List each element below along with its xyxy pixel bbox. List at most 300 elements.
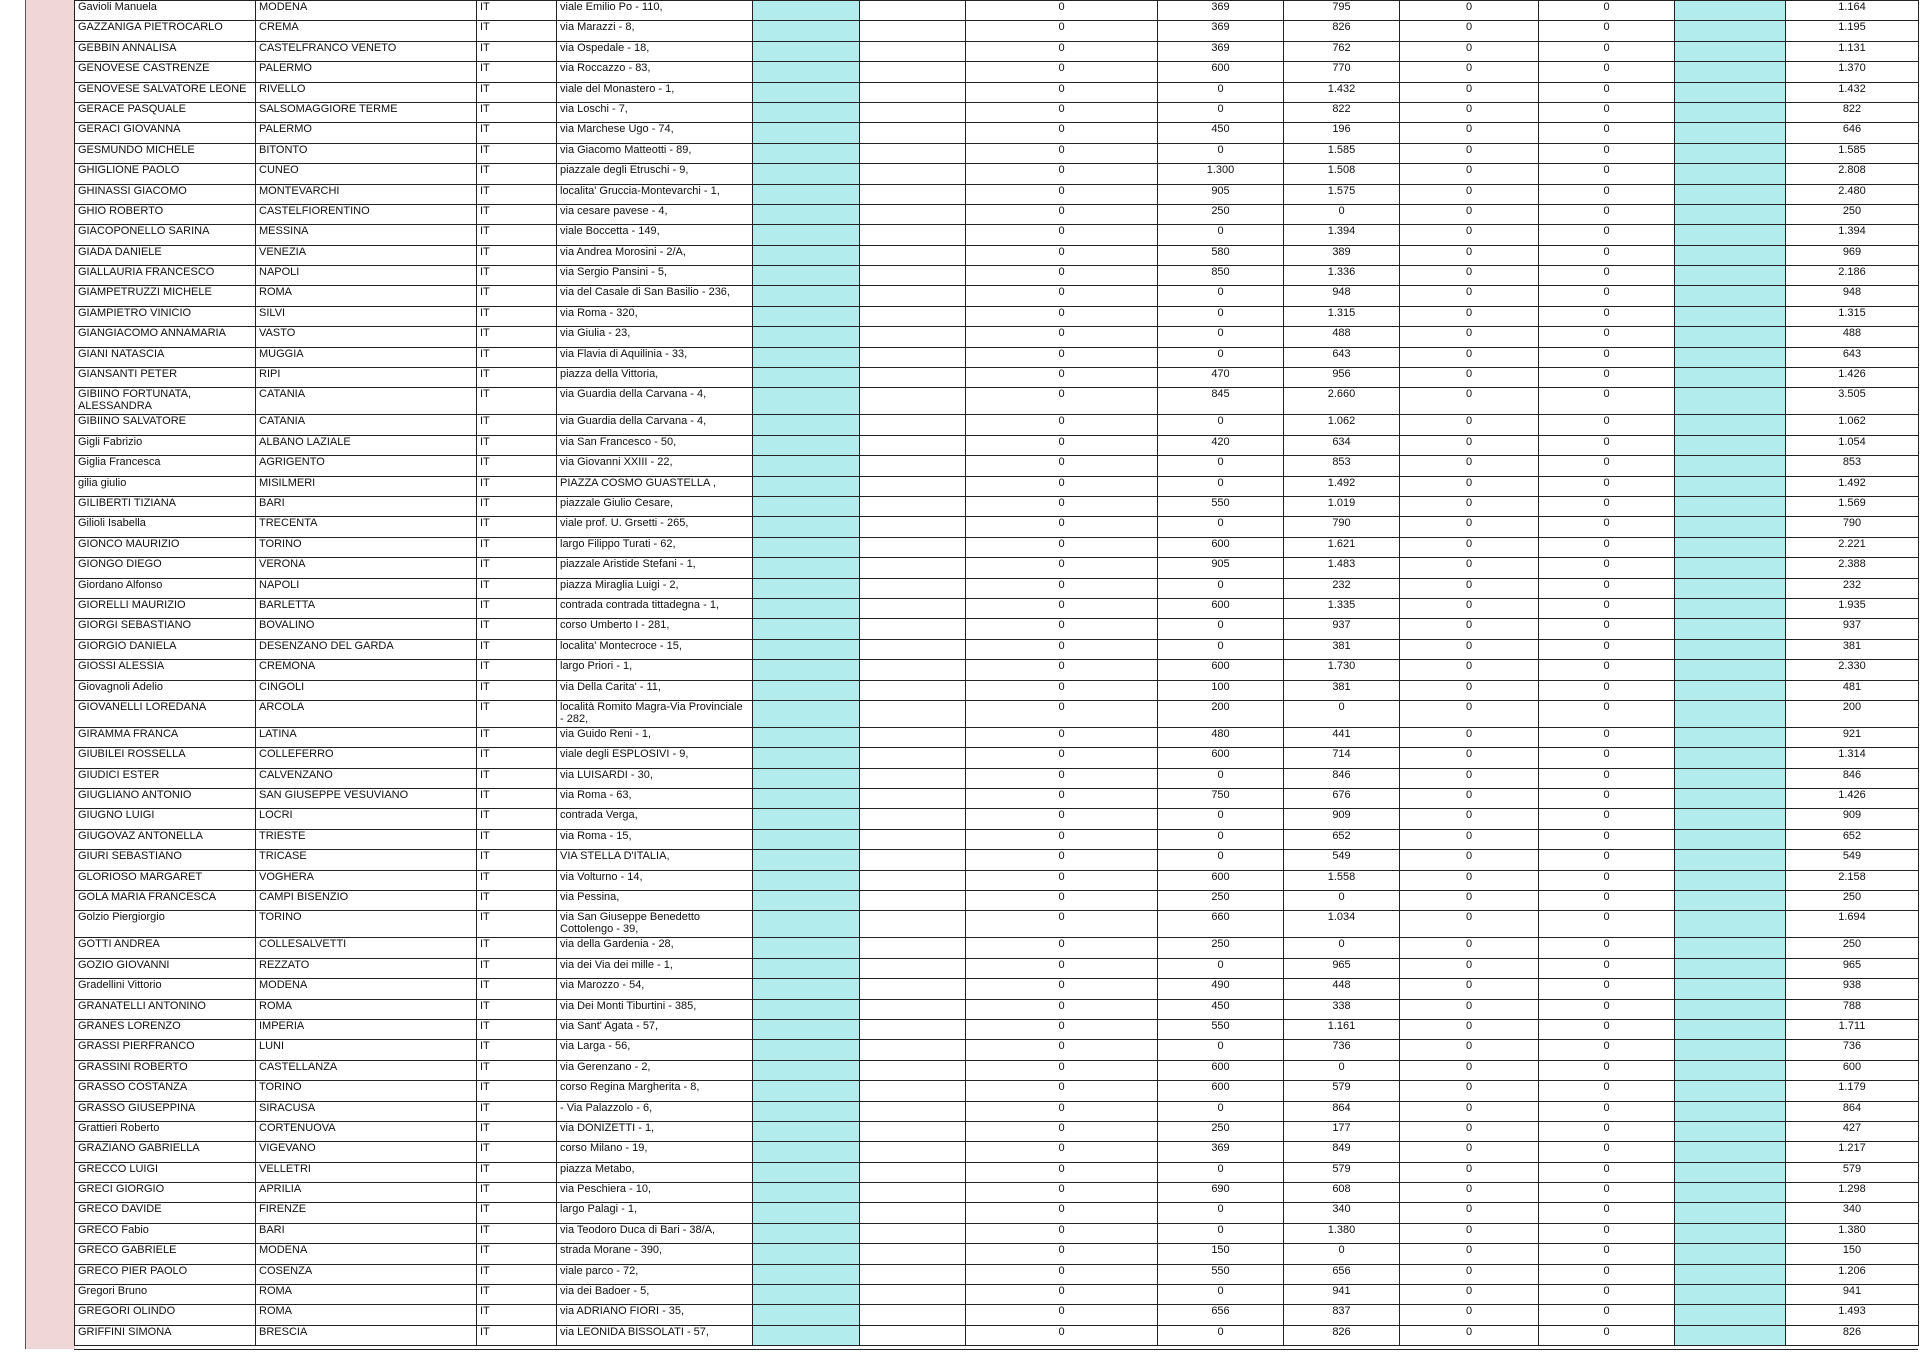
cell-value-2: 0 bbox=[1158, 809, 1284, 829]
cell-value-3: 579 bbox=[1284, 1162, 1400, 1182]
cell-address: via Guardia della Carvana - 4, bbox=[557, 415, 753, 435]
cell-total: 1.131 bbox=[1786, 41, 1919, 61]
table-row bbox=[75, 327, 1919, 347]
cell-value-3: 822 bbox=[1284, 102, 1400, 122]
cell-city: LUNI bbox=[256, 1040, 477, 1060]
cell-total: 381 bbox=[1786, 639, 1919, 659]
cell-value-2: 1.300 bbox=[1158, 164, 1284, 184]
table-row bbox=[75, 891, 1919, 911]
cell-empty-cyan bbox=[1675, 245, 1786, 265]
cell-empty bbox=[860, 1305, 966, 1325]
cell-value-3: 1.730 bbox=[1284, 660, 1400, 680]
cell-country: IT bbox=[477, 999, 557, 1019]
cell-value-1: 0 bbox=[966, 204, 1158, 224]
cell-value-2: 369 bbox=[1158, 1, 1284, 21]
cell-value-1: 0 bbox=[966, 347, 1158, 367]
cell-value-5: 0 bbox=[1539, 1019, 1675, 1039]
cell-address: località Romito Magra-Via Provinciale - 282, bbox=[557, 700, 753, 727]
cell-value-3: 2.660 bbox=[1284, 388, 1400, 415]
cell-total: 643 bbox=[1786, 347, 1919, 367]
cell-empty-cyan bbox=[753, 911, 860, 938]
cell-empty-cyan bbox=[753, 435, 860, 455]
cell-empty-cyan bbox=[1675, 388, 1786, 415]
cell-total: 200 bbox=[1786, 700, 1919, 727]
cell-city: MODENA bbox=[256, 1244, 477, 1264]
cell-total: 853 bbox=[1786, 456, 1919, 476]
cell-empty bbox=[860, 1142, 966, 1162]
cell-city: CREMA bbox=[256, 21, 477, 41]
cell-value-3: 1.432 bbox=[1284, 82, 1400, 102]
table-body bbox=[75, 1, 1919, 1346]
cell-value-1: 0 bbox=[966, 999, 1158, 1019]
cell-name: GRASSO GIUSEPPINA bbox=[75, 1101, 256, 1121]
cell-address: via San Francesco - 50, bbox=[557, 435, 753, 455]
cell-name: GRECO PIER PAOLO bbox=[75, 1264, 256, 1284]
cell-country: IT bbox=[477, 102, 557, 122]
cell-value-1: 0 bbox=[966, 266, 1158, 286]
cell-value-1: 0 bbox=[966, 1285, 1158, 1305]
cell-value-4: 0 bbox=[1400, 979, 1539, 999]
cell-value-1: 0 bbox=[966, 639, 1158, 659]
cell-empty-cyan bbox=[753, 789, 860, 809]
cell-total: 909 bbox=[1786, 809, 1919, 829]
cell-empty-cyan bbox=[753, 727, 860, 747]
cell-total: 646 bbox=[1786, 123, 1919, 143]
cell-address: piazza della Vittoria, bbox=[557, 368, 753, 388]
table-row bbox=[75, 537, 1919, 557]
cell-value-4: 0 bbox=[1400, 911, 1539, 938]
cell-value-4: 0 bbox=[1400, 938, 1539, 958]
cell-value-1: 0 bbox=[966, 748, 1158, 768]
cell-value-5: 0 bbox=[1539, 1121, 1675, 1141]
cell-city: BITONTO bbox=[256, 143, 477, 163]
cell-value-1: 0 bbox=[966, 809, 1158, 829]
cell-name: GIORELLI MAURIZIO bbox=[75, 598, 256, 618]
cell-value-2: 0 bbox=[1158, 958, 1284, 978]
table-row bbox=[75, 619, 1919, 639]
cell-name: GIUDICI ESTER bbox=[75, 768, 256, 788]
cell-value-3: 795 bbox=[1284, 1, 1400, 21]
cell-name: Gradellini Vittorio bbox=[75, 979, 256, 999]
cell-value-2: 250 bbox=[1158, 1121, 1284, 1141]
cell-name: GRIFFINI SIMONA bbox=[75, 1325, 256, 1345]
cell-empty-cyan bbox=[1675, 1101, 1786, 1121]
cell-city: TRICASE bbox=[256, 850, 477, 870]
table-row bbox=[75, 911, 1919, 938]
cell-empty-cyan bbox=[753, 768, 860, 788]
cell-total: 1.054 bbox=[1786, 435, 1919, 455]
cell-value-4: 0 bbox=[1400, 1223, 1539, 1243]
cell-empty-cyan bbox=[1675, 639, 1786, 659]
cell-empty-cyan bbox=[1675, 1203, 1786, 1223]
cell-total: 822 bbox=[1786, 102, 1919, 122]
cell-name: GIONGO DIEGO bbox=[75, 558, 256, 578]
cell-empty bbox=[860, 1264, 966, 1284]
cell-empty bbox=[860, 1285, 966, 1305]
cell-address: VIA STELLA D'ITALIA, bbox=[557, 850, 753, 870]
cell-value-3: 965 bbox=[1284, 958, 1400, 978]
cell-empty-cyan bbox=[1675, 164, 1786, 184]
cell-empty-cyan bbox=[753, 476, 860, 496]
table-row bbox=[75, 578, 1919, 598]
cell-value-5: 0 bbox=[1539, 1183, 1675, 1203]
cell-empty-cyan bbox=[1675, 435, 1786, 455]
cell-value-5: 0 bbox=[1539, 850, 1675, 870]
cell-empty-cyan bbox=[1675, 306, 1786, 326]
cell-value-3: 608 bbox=[1284, 1183, 1400, 1203]
cell-value-1: 0 bbox=[966, 1223, 1158, 1243]
cell-value-2: 600 bbox=[1158, 748, 1284, 768]
cell-value-3: 676 bbox=[1284, 789, 1400, 809]
cell-value-1: 0 bbox=[966, 660, 1158, 680]
cell-value-1: 0 bbox=[966, 850, 1158, 870]
cell-value-5: 0 bbox=[1539, 578, 1675, 598]
cell-total: 1.394 bbox=[1786, 225, 1919, 245]
cell-value-5: 0 bbox=[1539, 1142, 1675, 1162]
cell-city: COLLESALVETTI bbox=[256, 938, 477, 958]
cell-value-4: 0 bbox=[1400, 639, 1539, 659]
cell-total: 948 bbox=[1786, 286, 1919, 306]
cell-empty-cyan bbox=[1675, 1305, 1786, 1325]
cell-name: GERACE PASQUALE bbox=[75, 102, 256, 122]
cell-empty bbox=[860, 82, 966, 102]
cell-value-1: 0 bbox=[966, 456, 1158, 476]
table-row bbox=[75, 1060, 1919, 1080]
cell-empty-cyan bbox=[1675, 1162, 1786, 1182]
cell-value-4: 0 bbox=[1400, 619, 1539, 639]
cell-empty-cyan bbox=[1675, 204, 1786, 224]
cell-value-2: 0 bbox=[1158, 850, 1284, 870]
cell-value-4: 0 bbox=[1400, 829, 1539, 849]
cell-value-2: 0 bbox=[1158, 306, 1284, 326]
cell-address: largo Priori - 1, bbox=[557, 660, 753, 680]
cell-value-3: 853 bbox=[1284, 456, 1400, 476]
cell-value-3: 1.575 bbox=[1284, 184, 1400, 204]
cell-city: RIPI bbox=[256, 368, 477, 388]
cell-total: 1.315 bbox=[1786, 306, 1919, 326]
cell-value-4: 0 bbox=[1400, 388, 1539, 415]
cell-empty-cyan bbox=[753, 456, 860, 476]
cell-city: VOGHERA bbox=[256, 870, 477, 890]
cell-value-1: 0 bbox=[966, 1142, 1158, 1162]
cell-value-2: 0 bbox=[1158, 639, 1284, 659]
table-row bbox=[75, 347, 1919, 367]
cell-empty-cyan bbox=[753, 1223, 860, 1243]
cell-address: corso Umberto I - 281, bbox=[557, 619, 753, 639]
cell-name: GIBIINO SALVATORE bbox=[75, 415, 256, 435]
cell-address: via Marchese Ugo - 74, bbox=[557, 123, 753, 143]
cell-empty-cyan bbox=[753, 123, 860, 143]
cell-value-4: 0 bbox=[1400, 1244, 1539, 1264]
cell-address: piazzale degli Etruschi - 9, bbox=[557, 164, 753, 184]
cell-value-3: 1.492 bbox=[1284, 476, 1400, 496]
cell-value-5: 0 bbox=[1539, 102, 1675, 122]
cell-country: IT bbox=[477, 911, 557, 938]
table-row bbox=[75, 435, 1919, 455]
cell-address: viale Emilio Po - 110, bbox=[557, 1, 753, 21]
cell-value-5: 0 bbox=[1539, 204, 1675, 224]
cell-value-2: 750 bbox=[1158, 789, 1284, 809]
table-row bbox=[75, 1101, 1919, 1121]
cell-total: 1.426 bbox=[1786, 789, 1919, 809]
cell-value-2: 490 bbox=[1158, 979, 1284, 999]
cell-value-3: 1.394 bbox=[1284, 225, 1400, 245]
cell-value-4: 0 bbox=[1400, 225, 1539, 245]
cell-value-5: 0 bbox=[1539, 225, 1675, 245]
cell-name: Giovagnoli Adelio bbox=[75, 680, 256, 700]
cell-total: 1.694 bbox=[1786, 911, 1919, 938]
cell-total: 965 bbox=[1786, 958, 1919, 978]
table-row bbox=[75, 829, 1919, 849]
cell-country: IT bbox=[477, 1040, 557, 1060]
cell-value-4: 0 bbox=[1400, 1081, 1539, 1101]
table-row bbox=[75, 1121, 1919, 1141]
cell-city: VASTO bbox=[256, 327, 477, 347]
cell-name: GIAMPIETRO VINICIO bbox=[75, 306, 256, 326]
cell-empty-cyan bbox=[753, 1040, 860, 1060]
cell-value-2: 600 bbox=[1158, 660, 1284, 680]
cell-city: COSENZA bbox=[256, 1264, 477, 1284]
cell-empty bbox=[860, 184, 966, 204]
cell-value-4: 0 bbox=[1400, 456, 1539, 476]
cell-empty-cyan bbox=[1675, 911, 1786, 938]
cell-empty bbox=[860, 41, 966, 61]
cell-value-4: 0 bbox=[1400, 368, 1539, 388]
cell-name: GIACOPONELLO SARINA bbox=[75, 225, 256, 245]
cell-value-5: 0 bbox=[1539, 21, 1675, 41]
cell-value-5: 0 bbox=[1539, 1285, 1675, 1305]
cell-address: piazza Miraglia Luigi - 2, bbox=[557, 578, 753, 598]
cell-address: localita' Montecroce - 15, bbox=[557, 639, 753, 659]
cell-empty-cyan bbox=[1675, 143, 1786, 163]
cell-value-3: 579 bbox=[1284, 1081, 1400, 1101]
cell-address: via della Gardenia - 28, bbox=[557, 938, 753, 958]
cell-empty-cyan bbox=[753, 21, 860, 41]
cell-value-4: 0 bbox=[1400, 496, 1539, 516]
cell-empty bbox=[860, 999, 966, 1019]
cell-empty-cyan bbox=[1675, 1244, 1786, 1264]
cell-name: Gavioli Manuela bbox=[75, 1, 256, 21]
cell-value-2: 0 bbox=[1158, 415, 1284, 435]
table-row bbox=[75, 748, 1919, 768]
cell-empty-cyan bbox=[753, 829, 860, 849]
cell-address: viale prof. U. Grsetti - 265, bbox=[557, 517, 753, 537]
cell-country: IT bbox=[477, 727, 557, 747]
cell-empty-cyan bbox=[753, 102, 860, 122]
table-row bbox=[75, 62, 1919, 82]
cell-name: GIUBILEI ROSSELLA bbox=[75, 748, 256, 768]
cell-city: CORTENUOVA bbox=[256, 1121, 477, 1141]
cell-value-2: 0 bbox=[1158, 829, 1284, 849]
cell-value-4: 0 bbox=[1400, 1142, 1539, 1162]
cell-empty-cyan bbox=[753, 1203, 860, 1223]
cell-name: GENOVESE SALVATORE LEONE bbox=[75, 82, 256, 102]
cell-value-2: 369 bbox=[1158, 41, 1284, 61]
cell-value-2: 600 bbox=[1158, 870, 1284, 890]
table-row bbox=[75, 1223, 1919, 1243]
cell-value-5: 0 bbox=[1539, 1101, 1675, 1121]
cell-empty-cyan bbox=[1675, 619, 1786, 639]
cell-empty-cyan bbox=[1675, 1325, 1786, 1345]
cell-empty bbox=[860, 1040, 966, 1060]
left-margin-strip bbox=[25, 0, 75, 1349]
cell-name: GEBBIN ANNALISA bbox=[75, 41, 256, 61]
cell-value-3: 849 bbox=[1284, 1142, 1400, 1162]
cell-total: 1.492 bbox=[1786, 476, 1919, 496]
cell-value-3: 381 bbox=[1284, 639, 1400, 659]
cell-city: REZZATO bbox=[256, 958, 477, 978]
cell-empty-cyan bbox=[1675, 496, 1786, 516]
cell-address: via ADRIANO FIORI - 35, bbox=[557, 1305, 753, 1325]
cell-value-4: 0 bbox=[1400, 82, 1539, 102]
cell-value-5: 0 bbox=[1539, 1081, 1675, 1101]
cell-value-2: 0 bbox=[1158, 619, 1284, 639]
cell-value-2: 100 bbox=[1158, 680, 1284, 700]
cell-empty-cyan bbox=[1675, 1264, 1786, 1284]
cell-value-3: 0 bbox=[1284, 1244, 1400, 1264]
cell-city: TRIESTE bbox=[256, 829, 477, 849]
cell-value-5: 0 bbox=[1539, 598, 1675, 618]
cell-city: VELLETRI bbox=[256, 1162, 477, 1182]
cell-city: MUGGIA bbox=[256, 347, 477, 367]
cell-country: IT bbox=[477, 1060, 557, 1080]
cell-city: VENEZIA bbox=[256, 245, 477, 265]
cell-total: 2.158 bbox=[1786, 870, 1919, 890]
cell-country: IT bbox=[477, 123, 557, 143]
cell-value-2: 0 bbox=[1158, 347, 1284, 367]
cell-value-4: 0 bbox=[1400, 164, 1539, 184]
cell-value-2: 580 bbox=[1158, 245, 1284, 265]
cell-value-1: 0 bbox=[966, 537, 1158, 557]
cell-value-4: 0 bbox=[1400, 306, 1539, 326]
cell-name: GIALLAURIA FRANCESCO bbox=[75, 266, 256, 286]
cell-city: TRECENTA bbox=[256, 517, 477, 537]
cell-value-2: 0 bbox=[1158, 517, 1284, 537]
cell-total: 788 bbox=[1786, 999, 1919, 1019]
cell-total: 2.808 bbox=[1786, 164, 1919, 184]
cell-country: IT bbox=[477, 558, 557, 578]
cell-empty bbox=[860, 1244, 966, 1264]
cell-empty bbox=[860, 1203, 966, 1223]
cell-empty-cyan bbox=[753, 184, 860, 204]
cell-value-1: 0 bbox=[966, 1203, 1158, 1223]
cell-empty-cyan bbox=[753, 938, 860, 958]
cell-city: APRILIA bbox=[256, 1183, 477, 1203]
cell-empty-cyan bbox=[1675, 1223, 1786, 1243]
cell-value-1: 0 bbox=[966, 415, 1158, 435]
cell-name: Giordano Alfonso bbox=[75, 578, 256, 598]
table-row bbox=[75, 789, 1919, 809]
cell-value-1: 0 bbox=[966, 184, 1158, 204]
cell-value-4: 0 bbox=[1400, 1162, 1539, 1182]
cell-address: - Via Palazzolo - 6, bbox=[557, 1101, 753, 1121]
cell-value-2: 369 bbox=[1158, 21, 1284, 41]
cell-name: GIBIINO FORTUNATA, ALESSANDRA bbox=[75, 388, 256, 415]
cell-value-5: 0 bbox=[1539, 870, 1675, 890]
cell-name: GOTTI ANDREA bbox=[75, 938, 256, 958]
cell-value-4: 0 bbox=[1400, 999, 1539, 1019]
cell-total: 1.493 bbox=[1786, 1305, 1919, 1325]
cell-country: IT bbox=[477, 748, 557, 768]
cell-empty-cyan bbox=[1675, 537, 1786, 557]
cell-name: GIURI SEBASTIANO bbox=[75, 850, 256, 870]
cell-empty bbox=[860, 347, 966, 367]
cell-empty-cyan bbox=[1675, 476, 1786, 496]
cell-name: GIANSANTI PETER bbox=[75, 368, 256, 388]
table-row bbox=[75, 306, 1919, 326]
cell-value-5: 0 bbox=[1539, 537, 1675, 557]
cell-value-5: 0 bbox=[1539, 619, 1675, 639]
cell-empty-cyan bbox=[1675, 1121, 1786, 1141]
cell-value-1: 0 bbox=[966, 143, 1158, 163]
cell-name: GIORGI SEBASTIANO bbox=[75, 619, 256, 639]
cell-empty bbox=[860, 286, 966, 306]
cell-total: 600 bbox=[1786, 1060, 1919, 1080]
cell-value-3: 0 bbox=[1284, 938, 1400, 958]
cell-value-1: 0 bbox=[966, 1162, 1158, 1182]
cell-name: GIADA DANIELE bbox=[75, 245, 256, 265]
cell-total: 427 bbox=[1786, 1121, 1919, 1141]
cell-empty-cyan bbox=[753, 496, 860, 516]
cell-value-1: 0 bbox=[966, 598, 1158, 618]
cell-value-2: 0 bbox=[1158, 578, 1284, 598]
cell-value-2: 905 bbox=[1158, 184, 1284, 204]
cell-address: via San Giuseppe Benedetto Cottolengo - 39, bbox=[557, 911, 753, 938]
cell-city: CATANIA bbox=[256, 415, 477, 435]
cell-value-1: 0 bbox=[966, 578, 1158, 598]
cell-country: IT bbox=[477, 266, 557, 286]
cell-country: IT bbox=[477, 21, 557, 41]
cell-value-5: 0 bbox=[1539, 1040, 1675, 1060]
cell-name: GRAZIANO GABRIELLA bbox=[75, 1142, 256, 1162]
table-row bbox=[75, 143, 1919, 163]
cell-empty bbox=[860, 143, 966, 163]
table-row bbox=[75, 41, 1919, 61]
cell-country: IT bbox=[477, 435, 557, 455]
cell-empty-cyan bbox=[1675, 660, 1786, 680]
cell-address: viale del Monastero - 1, bbox=[557, 82, 753, 102]
cell-city: MODENA bbox=[256, 979, 477, 999]
table-row bbox=[75, 809, 1919, 829]
cell-empty-cyan bbox=[1675, 680, 1786, 700]
cell-empty-cyan bbox=[1675, 979, 1786, 999]
cell-total: 1.432 bbox=[1786, 82, 1919, 102]
cell-value-4: 0 bbox=[1400, 41, 1539, 61]
cell-empty-cyan bbox=[1675, 999, 1786, 1019]
cell-name: GOZIO GIOVANNI bbox=[75, 958, 256, 978]
cell-empty-cyan bbox=[1675, 958, 1786, 978]
cell-value-3: 762 bbox=[1284, 41, 1400, 61]
cell-value-1: 0 bbox=[966, 1183, 1158, 1203]
cell-value-1: 0 bbox=[966, 938, 1158, 958]
cell-value-1: 0 bbox=[966, 891, 1158, 911]
cell-value-4: 0 bbox=[1400, 1040, 1539, 1060]
table-row bbox=[75, 1162, 1919, 1182]
cell-empty bbox=[860, 306, 966, 326]
cell-country: IT bbox=[477, 225, 557, 245]
cell-total: 1.370 bbox=[1786, 62, 1919, 82]
table-row bbox=[75, 286, 1919, 306]
cell-empty-cyan bbox=[753, 388, 860, 415]
cell-empty bbox=[860, 1162, 966, 1182]
cell-value-2: 250 bbox=[1158, 891, 1284, 911]
cell-empty bbox=[860, 870, 966, 890]
cell-value-4: 0 bbox=[1400, 517, 1539, 537]
cell-empty bbox=[860, 496, 966, 516]
cell-city: BARI bbox=[256, 496, 477, 516]
cell-empty bbox=[860, 245, 966, 265]
cell-value-1: 0 bbox=[966, 1081, 1158, 1101]
